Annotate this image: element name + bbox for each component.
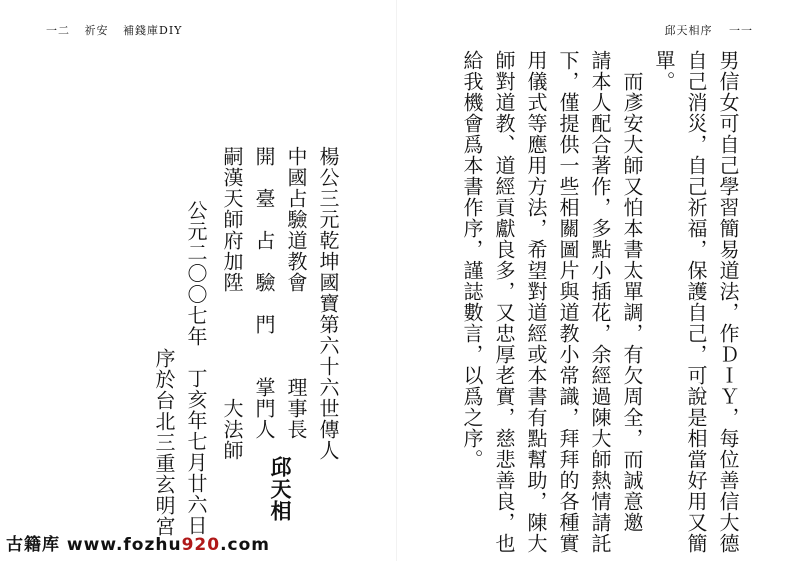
body-column-6: 下，僅提供一些相關圖片與道教小常識，拜拜的各種實 xyxy=(556,50,580,554)
watermark-name: 古籍库 xyxy=(6,535,60,555)
body-column-1: 男信女可自己學習簡易道法，作ＤＩＹ，每位善信大德 xyxy=(716,50,740,554)
watermark-url-suffix: .com xyxy=(220,535,271,555)
body-column-2: 自己消災，自己祈福，保護自己，可說是相當好用又簡 xyxy=(684,50,708,554)
watermark-url-accent: 920 xyxy=(181,535,221,555)
left-running-head xyxy=(46,22,192,38)
signature-line-1: 楊公三元乾坤國寶第六十六世傳人 xyxy=(316,146,340,461)
signature-line-3: 開 臺 占 驗 門 掌門人 xyxy=(252,146,276,440)
body-column-5: 請本人配合著作，多點小插花，余經過陳大師熱情請託 xyxy=(588,50,612,554)
right-running-head xyxy=(653,22,754,38)
left-author: 祈安 xyxy=(84,24,109,37)
body-column-9: 給我機會爲本書作序，謹誌數言，以爲之序。 xyxy=(460,50,484,470)
signature-line-2: 中國占驗道教會 理事長 xyxy=(284,146,308,440)
right-page-number: 一一 xyxy=(729,24,753,37)
left-page xyxy=(0,0,396,561)
left-book-title: 補錢庫DIY xyxy=(123,24,183,37)
body-column-3: 單。 xyxy=(652,50,676,92)
body-column-4: 而彥安大師又怕本書太單調，有欠周全，而誠意邀 xyxy=(620,50,644,533)
right-section-title: 邱天相序 xyxy=(664,24,713,37)
left-page-number: 一二 xyxy=(46,24,70,37)
signature-line-4: 嗣漢天師府加陞 大法師 xyxy=(220,146,244,461)
watermark-logo xyxy=(6,530,270,555)
place-line: 序於台北三重玄明宮 xyxy=(152,348,176,537)
signer-name: 邱天相 xyxy=(268,456,293,522)
body-column-7: 用儀式等應用方法，希望對道經或本書有點幫助，陳大 xyxy=(524,50,548,554)
body-column-8: 師對道教、道經貢獻良多，又忠厚老實，慈悲善良，也 xyxy=(492,50,516,554)
watermark-url-prefix: www.fozhu xyxy=(66,535,182,555)
date-line: 公元二〇〇七年 丁亥年七月廿六日 xyxy=(184,200,208,536)
right-page xyxy=(396,0,793,561)
